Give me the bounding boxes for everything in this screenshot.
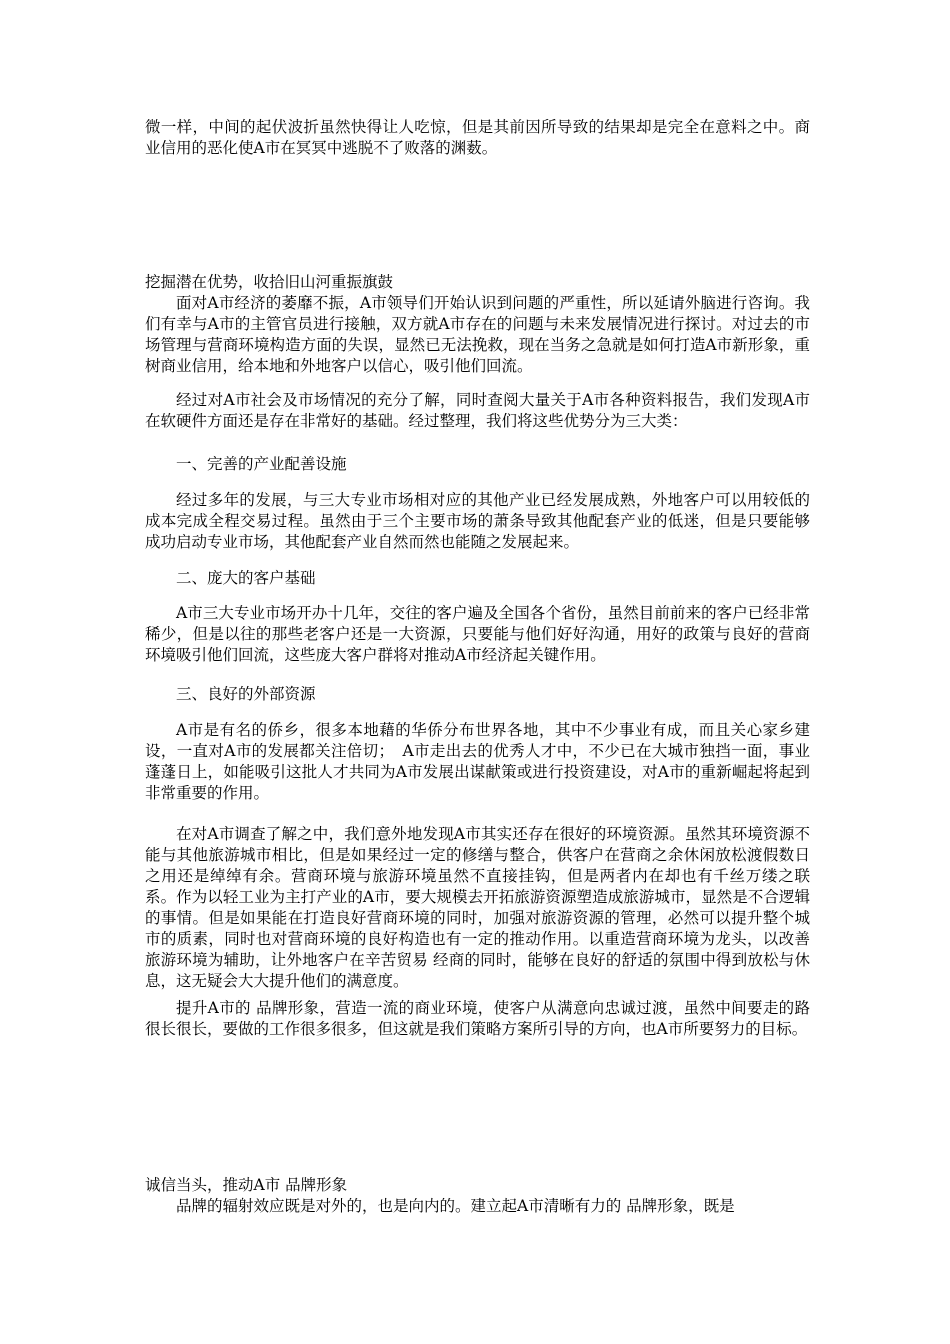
paragraph-brand-radiation: 品牌的辐射效应既是对外的，也是向内的。建立起A市清晰有力的 品牌形象，既是 xyxy=(176,1197,735,1215)
section-title-integrity-brand: 诚信当头，推动A市 品牌形象 xyxy=(145,1176,348,1194)
paragraph-brand-goal: 提升A市的 品牌形象，营造一流的商业环境，使客户从满意向忠诚过渡，虽然中间要走的路很长很长，要做的工作很多很多，但这就是我们策略方案所引导的方向，也A市所要努力的目标。 xyxy=(145,999,810,1038)
section-title-potential-advantages: 挖掘潜在优势，收拾旧山河重振旗鼓 xyxy=(145,273,394,291)
item-heading-industry-facilities: 一、完善的产业配善设施 xyxy=(176,455,347,473)
intro-paragraph: 微一样，中间的起伏波折虽然快得让人吃惊，但是其前因所导致的结果却是完全在意料之中。商业信用的恶化使A市在冥冥中逃脱不了败落的渊薮。 xyxy=(145,118,810,157)
paragraph-consultation: 面对A市经济的萎靡不振，A市领导们开始认识到问题的严重性，所以延请外脑进行咨询。我们有幸与A市的主管官员进行接触，双方就A市存在的问题与未来发展情况进行探讨。对过去的市场管理与营商环境构造方面的失误，显然已无法挽救，现在当务之急就是如何打造A市新形象，重树商业信用，给本地和外地客户以信心，吸引他们回流。 xyxy=(145,294,810,375)
paragraph-environment-resources: 在对A市调查了解之中，我们意外地发现A市其实还存在很好的环境资源。虽然其环境资源不能与其他旅游城市相比，但是如果经过一定的修缮与整合，供客户在营商之余休闲放松渡假数日之用还是绰绰有余。营商环境与旅游环境虽然不直接挂钩，但是两者内在却也有千丝万缕之联系。作为以轻工业为主打产业的A市，要大规模去开拓旅游资源塑造成旅游城市，显然是不合逻辑的事情。但是如果能在打造良好营商环境的同时，加强对旅游资源的管理，必然可以提升整个城市的质素，同时也对营商环境的良好构造也有一定的推动作用。以重造营商环境为龙头，以改善旅游环境为辅助，让外地客户在辛苦贸易 经商的同时，能够在良好的舒适的氛围中得到放松与休息，这无疑会大大提升他们的满意度。 xyxy=(145,825,810,990)
item-text-industry-facilities: 经过多年的发展，与三大专业市场相对应的其他产业已经发展成熟，外地客户可以用较低的成本完成全程交易过程。虽然由于三个主要市场的萧条导致其他配套产业的低迷，但是只要能够成功启动专业市场，其他配套产业自然而然也能随之发展起来。 xyxy=(145,491,810,551)
paragraph-three-advantages: 经过对A市社会及市场情况的充分了解，同时查阅大量关于A市各种资料报告，我们发现A市在软硬件方面还是存在非常好的基础。经过整理，我们将这些优势分为三大类： xyxy=(145,391,810,430)
item-text-customer-base: A市三大专业市场开办十几年，交往的客户遍及全国各个省份，虽然目前前来的客户已经非常稀少，但是以往的那些老客户还是一大资源，只要能与他们好好沟通，用好的政策与良好的营商环境吸引他们回流，这些庞大客户群将对推动A市经济起关键作用。 xyxy=(145,604,810,664)
item-text-external-resources: A市是有名的侨乡，很多本地藉的华侨分布世界各地，其中不少事业有成，而且关心家乡建设，一直对A市的发展都关注倍切； A市走出去的优秀人才中，不少已在大城市独挡一面，事业蓬蓬日上，如能吸引这批人才共同为A市发展出谋献策或进行投资建设，对A市的重新崛起将起到非常重要的作用。 xyxy=(145,721,810,802)
item-heading-customer-base: 二、庞大的客户基础 xyxy=(176,569,316,587)
item-heading-external-resources: 三、良好的外部资源 xyxy=(176,685,316,703)
